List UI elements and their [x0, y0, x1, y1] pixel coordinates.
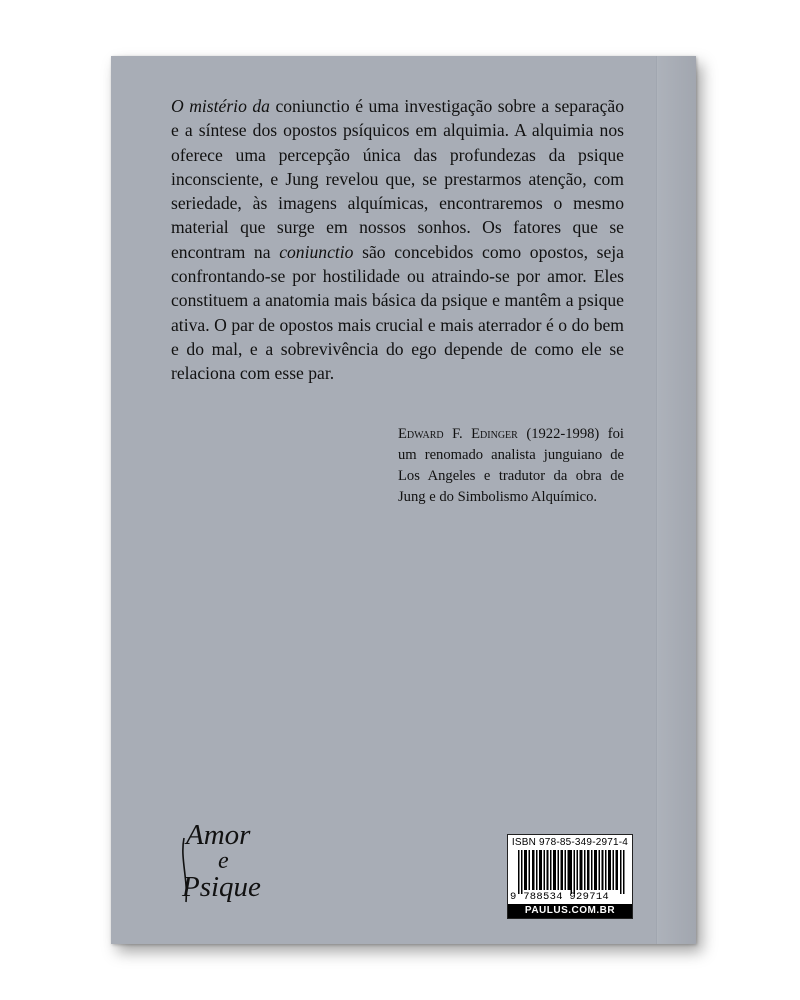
blurb-coniunctio-italic: coniunctio — [279, 241, 354, 262]
isbn-number: ISBN 978-85-349-2971-4 — [511, 837, 629, 848]
logo-e: e — [218, 848, 229, 874]
blurb-text-2: são concebidos como opostos, seja confrontando-se por hostilidade ou atraindo-se por amor. Eles constituem a anatomia mais básica da psique e mantêm a psique ativa. O par de opostos mais crucial e mais aterrador é o do bem e do mal, e a sobrevivência do ego depende de como ele se relaciona com esse par. — [171, 241, 624, 384]
author-bio-paragraph — [398, 424, 624, 508]
amor-e-psique-logo — [178, 808, 278, 906]
blurb-paragraph — [171, 94, 624, 386]
book-back-cover — [111, 56, 696, 944]
author-bio — [398, 424, 624, 508]
author-bio-text: (1922-1998) foi um renomado analista junguiano de Los Angeles e tradutor da obra de Jung e do Simbolismo Alquímico. — [398, 426, 624, 505]
blurb-text-1: é uma investigação sobre a separação e a síntese dos opostos psíquicos em alquimia. A alquimia nos oferece uma percepção única das profundezas da psique inconsciente, e Jung revelou que, se prestarmos atenção, com seriedade, às imagens alquímicas, encontraremos o mesmo material que surge em nossos sonhos. Os fatores que se encontram na — [171, 96, 624, 262]
author-name: Edward F. Edinger — [398, 426, 518, 442]
barcode-digits: 9 788534 929714 — [510, 891, 610, 903]
logo-amor: Amor — [186, 819, 251, 851]
blurb-title-roman: coniunctio — [275, 96, 350, 116]
isbn-barcode — [507, 834, 633, 919]
spine-edge — [658, 56, 696, 944]
publisher-url: PAULUS.COM.BR — [508, 904, 632, 918]
logo-psique: Psique — [182, 871, 261, 903]
blurb-title-italic: O mistério da — [171, 96, 270, 116]
book-blurb — [171, 94, 624, 386]
barcode-bars — [518, 850, 626, 894]
